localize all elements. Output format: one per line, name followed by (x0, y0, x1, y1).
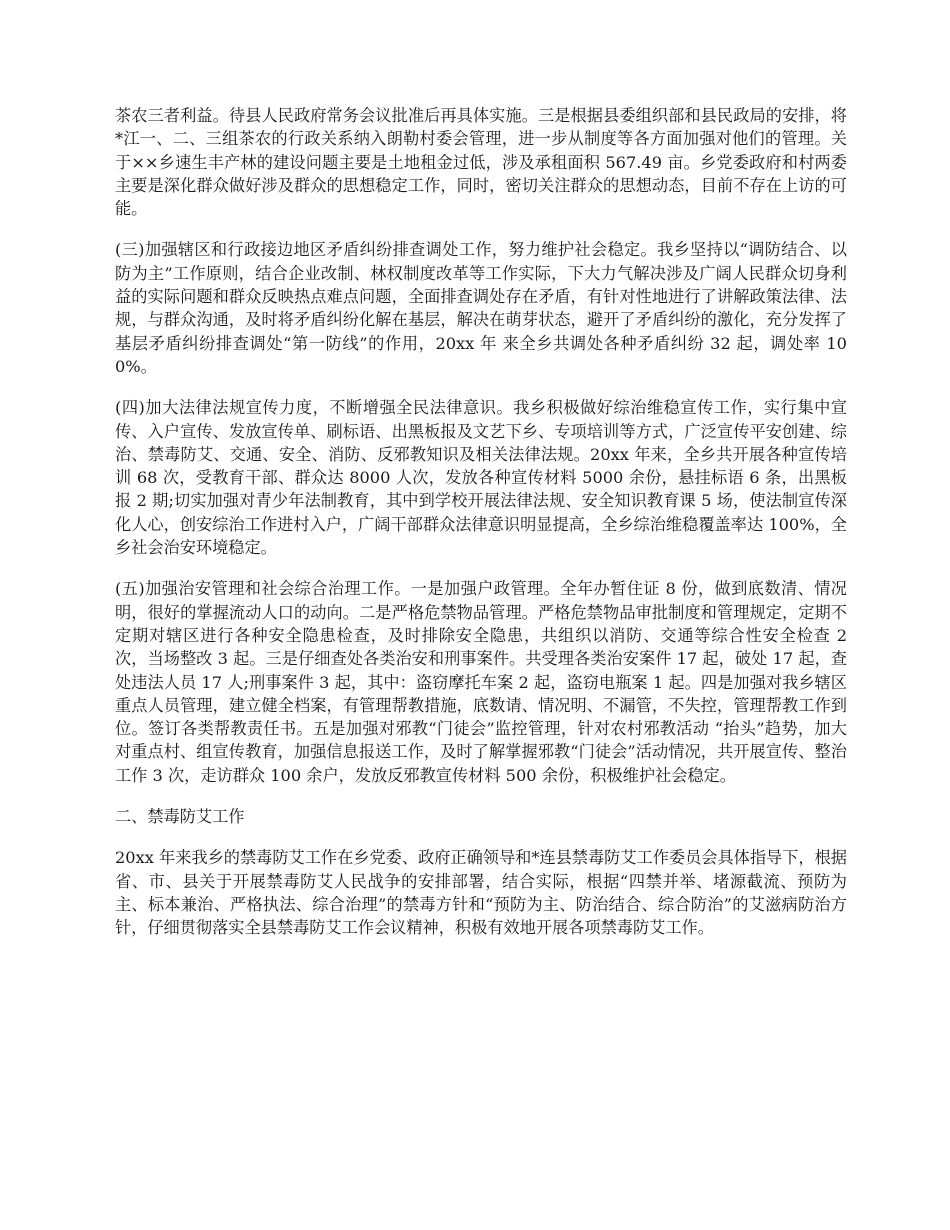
paragraph-farmer-interests: 茶农三者利益。待县人民政府常务会议批准后再具体实施。三是根据县委组织部和县民政局的安排，将*江一、二、三组茶农的行政关系纳入朗勒村委会管理，进一步从制度等各方面加强对他们的管理。关于××乡速生丰产林的建设问题主要是土地租金过低，涉及承租面积 567.49 亩。乡党委政府和村两委主要是深化群众做好涉及群众的思想稳定工作，同时，密切关注群众的思想动态，目前不存在上访的可能。 (115, 106, 847, 219)
paragraph-public-security: (五)加强治安管理和社会综合治理工作。一是加强户政管理。全年办暂住证 8 份，做到底数清、情况明，很好的掌握流动人口的动向。二是严格危禁物品管理。严格危禁物品审批制度和管理规定，定期不定期对辖区进行各种安全隐患检查，及时排除安全隐患，共组织以消防、交通等综合性安全检查 2 次，当场整改 3 起。三是仔细查处各类治安和刑事案件。共受理各类治安案件 17 起，破处 17 起，查处违法人员 17 人;刑事案件 3 起，其中：盗窃摩托车案 2 起，盗窃电瓶案 1 起。四是加强对我乡辖区重点人员管理，建立健全档案，有管理帮教措施，底数请、情况明、不漏管，不失控，管理帮教工作到位。签订各类帮教责任书。五是加强对邪教“门徒会”监控管理，针对农村邪教活动 “抬头”趋势，加大对重点村、组宣传教育，加强信息报送工作，及时了解掌握邪教“门徒会”活动情况，共开展宣传、整治工作 3 次，走访群众 100 余户，发放反邪教宣传材料 500 余份，积极维护社会稳定。 (115, 579, 847, 785)
document-body (115, 104, 847, 958)
paragraph-dispute-mediation: (三)加强辖区和行政接边地区矛盾纠纷排查调处工作，努力维护社会稳定。我乡坚持以“调防结合、以防为主”工作原则，结合企业改制、林权制度改革等工作实际，下大力气解决涉及广阔人民群众切身利益的实际问题和群众反映热点难点问题，全面排查调处存在矛盾，有针对性地进行了讲解政策法律、法规，与群众沟通，及时将矛盾纠纷化解在基层，解决在萌芽状态，避开了矛盾纠纷的激化，充分发挥了基层矛盾纠纷排查调处“第一防线”的作用，20xx 年 来全乡共调处各种矛盾纠纷 32 起，调处率 100%。 (115, 240, 847, 376)
paragraph-drug-aids-work: 20xx 年来我乡的禁毒防艾工作在乡党委、政府正确领导和*连县禁毒防艾工作委员会具体指导下，根据省、市、县关于开展禁毒防艾人民战争的安排部署，结合实际，根据“四禁并举、堵源截流、预防为主、标本兼治、严格执法、综合治理”的禁毒方针和“预防为主、防治结合、综合防治”的艾滋病防治方针，仔细贯彻落实全县禁毒防艾工作会议精神，积极有效地开展各项禁毒防艾工作。 (115, 848, 847, 938)
paragraph-legal-publicity: (四)加大法律法规宣传力度，不断增强全民法律意识。我乡积极做好综治维稳宣传工作，实行集中宣传、入户宣传、发放宣传单、刷标语、出黑板报及文艺下乡、专项培训等方式，广泛宣传平安创建、综治、禁毒防艾、交通、安全、消防、反邪教知识及相关法律法规。20xx 年来，全乡共开展各种宣传培训 68 次，受教育干部、群众达 8000 人次，发放各种宣传材料 5000 余份，悬挂标语 6 条，出黑板报 2 期;切实加强对青少年法制教育，其中到学校开展法律法规、安全知识教育课 5 场，使法制宣传深化人心，创安综治工作进村入户，广阔干部群众法律意识明显提高，全乡综治维稳覆盖率达 100%，全乡社会治安环境稳定。 (115, 398, 847, 558)
section-heading-drug-aids: 二、禁毒防艾工作 (115, 807, 245, 827)
